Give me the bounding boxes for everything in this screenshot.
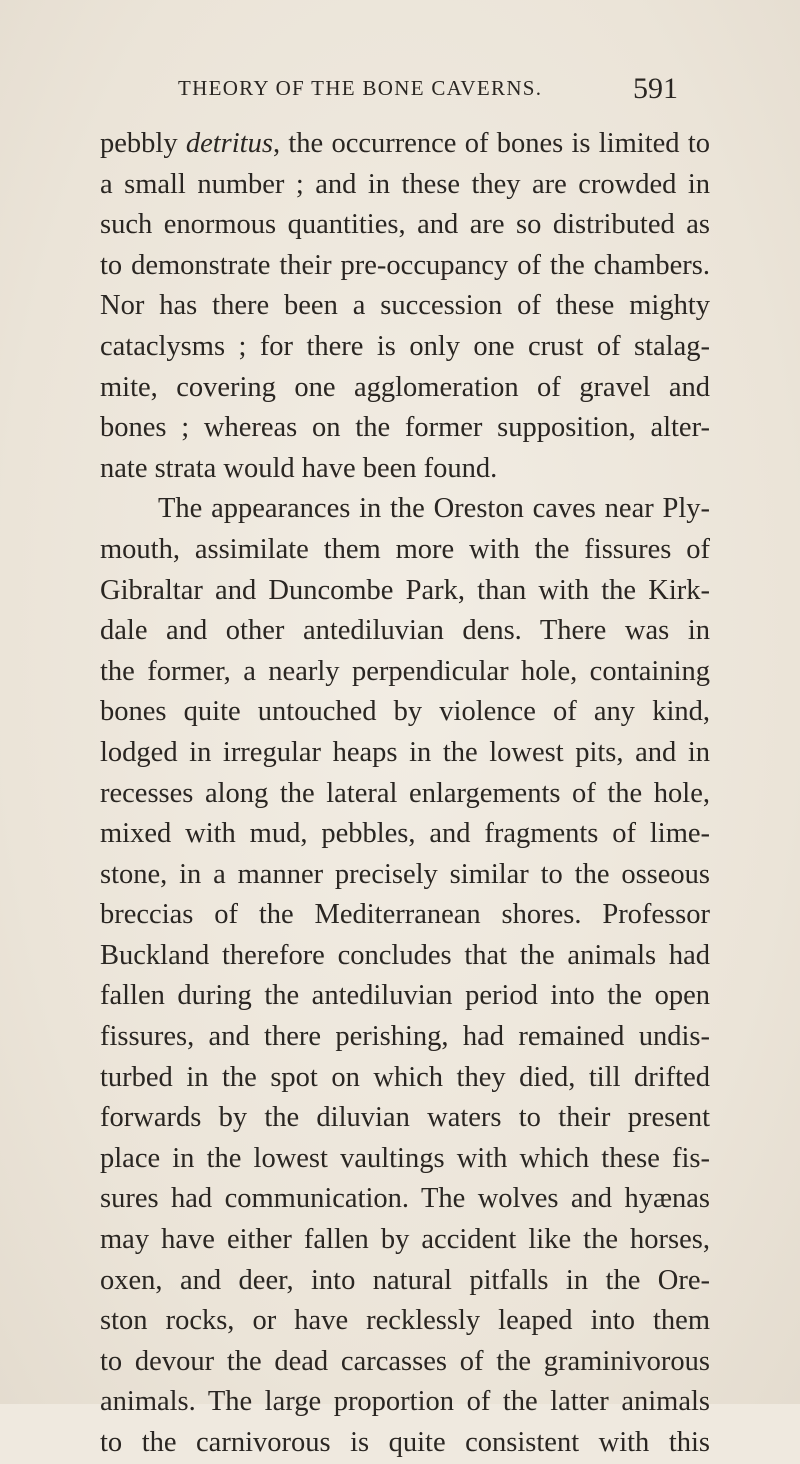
text-line: bones ; whereas on the former supposition, alter- <box>100 412 710 444</box>
text-line: mixed with mud, pebbles, and fragments of lime- <box>100 818 710 850</box>
text-line: recesses along the lateral enlargements of the hole, <box>100 777 710 809</box>
text-line: to the carnivorous is quite consistent with this <box>100 1427 710 1458</box>
text-line: place in the lowest vaultings with which these fis- <box>100 1142 710 1174</box>
text-line: the former, a nearly perpendicular hole, containing <box>100 655 710 687</box>
text-line: fissures, and there perishing, had remained undis- <box>100 1021 710 1053</box>
text-line: fallen during the antediluvian period into the open <box>100 980 710 1012</box>
running-head <box>178 72 678 116</box>
text-line: a small number ; and in these they are crowded in <box>100 168 710 200</box>
text-line: to devour the dead carcasses of the graminivorous <box>100 1345 710 1377</box>
running-title: THEORY OF THE BONE CAVERNS. <box>178 76 543 100</box>
text-line: turbed in the spot on which they died, till drifted <box>100 1061 710 1093</box>
text-line: lodged in irregular heaps in the lowest pits, and in <box>100 736 710 768</box>
text-line: mite, covering one agglomeration of gravel and <box>100 371 710 403</box>
page-number: 591 <box>633 72 678 105</box>
text-line: forwards by the diluvian waters to their present <box>100 1102 710 1134</box>
text-line: such enormous quantities, and are so distributed as <box>100 209 710 241</box>
italic-term: detritus <box>185 128 273 159</box>
text-line: Buckland therefore concludes that the animals had <box>100 939 710 971</box>
text-line: bones quite untouched by violence of any kind, <box>100 696 710 728</box>
text-line: pebbly detritus, the occurrence of bones is limited to <box>100 128 710 159</box>
body-text <box>100 124 710 1464</box>
text-line: The appearances in the Oreston caves near Ply- <box>158 493 710 525</box>
text-line: dale and other antediluvian dens. There was in <box>100 615 710 647</box>
text-line: may have either fallen by accident like the horses, <box>100 1224 710 1256</box>
text-line: animals. The large proportion of the latter animals <box>100 1386 710 1418</box>
text-line: oxen, and deer, into natural pitfalls in the Ore- <box>100 1264 710 1296</box>
text-line: sures had communication. The wolves and hyænas <box>100 1183 710 1215</box>
text-line: cataclysms ; for there is only one crust of stalag- <box>100 330 710 362</box>
text-line: mouth, assimilate them more with the fissures of <box>100 533 710 565</box>
text-line: Nor has there been a succession of these mighty <box>100 290 710 322</box>
text-line: stone, in a manner precisely similar to the osseous <box>100 858 710 890</box>
text-line: Gibraltar and Duncombe Park, than with the Kirk- <box>100 574 710 606</box>
text-line: to demonstrate their pre-occupancy of the chambers. <box>100 249 710 281</box>
text-line: breccias of the Mediterranean shores. Professor <box>100 899 710 931</box>
text-line: nate strata would have been found. <box>100 452 498 484</box>
text-line: ston rocks, or have recklessly leaped into them <box>100 1305 710 1337</box>
